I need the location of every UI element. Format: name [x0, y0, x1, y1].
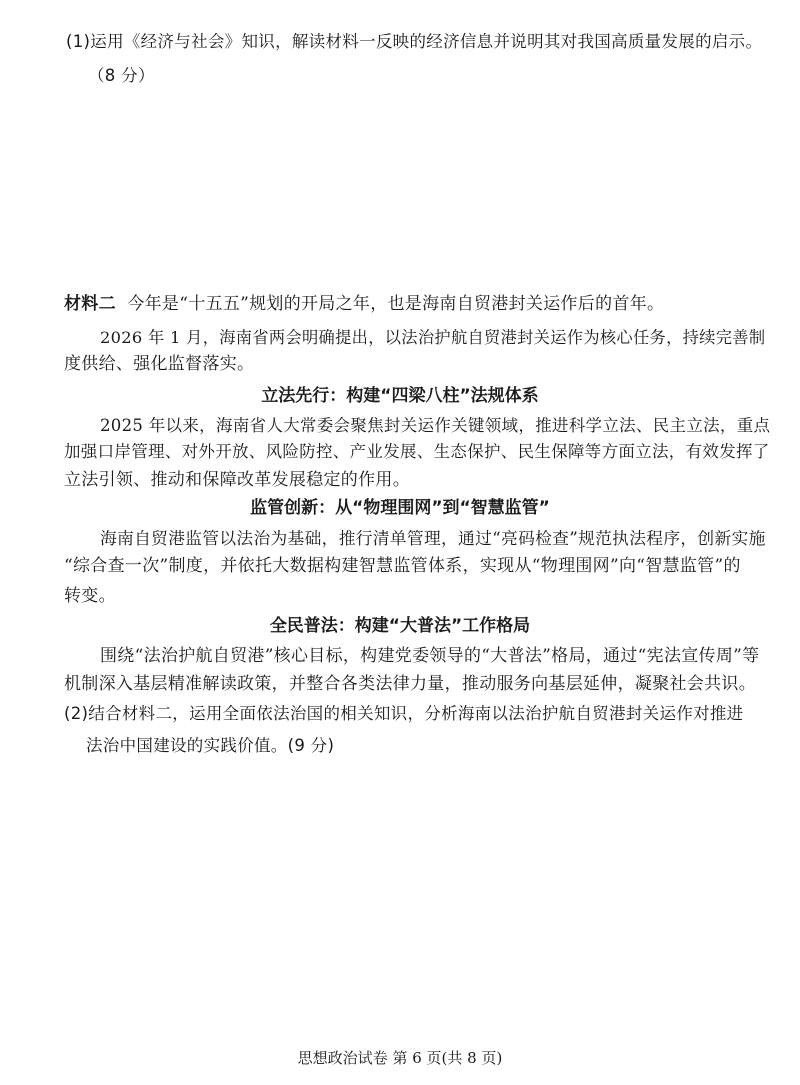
material-2-para-1-line-2: 度供给、强化监督落实。 [64, 354, 255, 374]
section-1-line-2: 加强口岸管理、对外开放、风险防控、产业发展、生态保护、民生保障等方面立法，有效发挥了 [64, 442, 770, 461]
question-1-line-1: (1)运用《经济与社会》知识，解读材料一反映的经济信息并说明其对我国高质量发展的启示。 [66, 32, 763, 51]
section-3-line-2: 机制深入基层精准解读政策，并整合各类法律力量，推动服务向基层延伸，凝聚社会共识。 [64, 674, 756, 694]
section-2-line-1: 海南自贸港监管以法治为基础，推行清单管理，通过“亮码检查”规范执法程序，创新实施 [100, 528, 766, 548]
section-3-line-1: 围绕“法治护航自贸港”核心目标，构建党委领导的“大普法”格局，通过“宪法宣传周”等 [100, 646, 760, 666]
section-3-heading: 全民普法：构建“大普法”工作格局 [269, 616, 531, 636]
section-1-heading: 立法先行：构建“四梁八柱”法规体系 [261, 386, 539, 406]
question-1-points: （8 分） [88, 66, 155, 85]
section-2-heading: 监管创新：从“物理围网”到“智慧监管” [250, 498, 550, 518]
section-2-line-2: “综合查一次”制度，并依托大数据构建智慧监管体系，实现从“物理围网”向“智慧监管”的 [64, 556, 741, 576]
material-2-intro: 今年是“十五五”规划的开局之年，也是海南自贸港封关运作后的首年。 [127, 294, 665, 314]
material-2-para-1-line-1: 2026 年 1 月，海南省两会明确提出，以法治护航自贸港封关运作为核心任务，持续完善制 [100, 328, 766, 347]
section-1-line-3: 立法引领、推动和保障改革发展稳定的作用。 [64, 470, 410, 490]
question-2-line-2: 法治中国建设的实践价值。(9 分) [86, 736, 335, 755]
material-2-intro-line [64, 292, 664, 316]
material-2-label: 材料二 [64, 294, 116, 314]
section-1-line-1: 2025 年以来，海南省人大常委会聚焦封关运作关键领域，推进科学立法、民主立法，重点 [100, 416, 771, 435]
section-2-line-3: 转变。 [64, 586, 116, 606]
page-footer: 思想政治试卷 第 6 页(共 8 页) [297, 1049, 503, 1067]
question-2-line-1: (2)结合材料二，运用全面依法治国的相关知识，分析海南以法治护航自贸港封关运作对推进 [64, 704, 744, 723]
